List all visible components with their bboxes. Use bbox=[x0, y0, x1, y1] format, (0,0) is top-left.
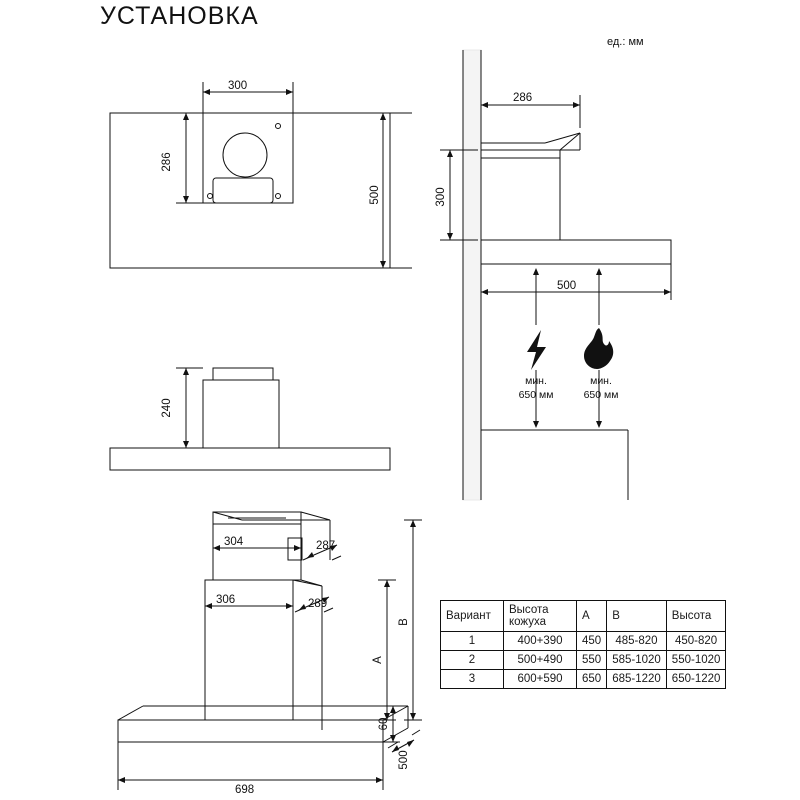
dim-top-500: 500 bbox=[369, 185, 381, 205]
header-housing-height bbox=[504, 601, 577, 632]
cell-a: 450 bbox=[577, 632, 607, 651]
electric-min-label-line1: мин. bbox=[525, 375, 547, 387]
dim-side-286: 286 bbox=[513, 92, 533, 104]
dim-assembly-b: B bbox=[398, 618, 410, 626]
table-header-row bbox=[441, 601, 726, 632]
dim-assembly-500: 500 bbox=[398, 750, 410, 770]
cell-b: 585-1020 bbox=[607, 651, 667, 670]
dim-top-300: 300 bbox=[228, 80, 248, 92]
dim-front-240: 240 bbox=[161, 398, 173, 418]
side-wall-view-group bbox=[440, 50, 671, 500]
front-section-view-group bbox=[110, 368, 390, 470]
header-housing-height-line1: Высота bbox=[509, 604, 549, 616]
header-height: Высота bbox=[666, 601, 726, 632]
cell-a: 550 bbox=[577, 651, 607, 670]
table-row bbox=[441, 651, 726, 670]
header-variant: Вариант bbox=[441, 601, 504, 632]
cell-height: 450-820 bbox=[666, 632, 726, 651]
cell-height: 550-1020 bbox=[666, 651, 726, 670]
electric-min-label-line2: 650 мм bbox=[518, 389, 554, 401]
header-b: B bbox=[607, 601, 667, 632]
dim-assembly-306: 306 bbox=[216, 594, 236, 606]
top-view-group bbox=[110, 82, 412, 268]
assembly-view-group bbox=[118, 512, 422, 790]
variants-table bbox=[440, 600, 726, 689]
dim-side-300: 300 bbox=[435, 187, 447, 207]
cell-housing-height: 400+390 bbox=[504, 632, 577, 651]
units-note: ед.: мм bbox=[607, 36, 644, 48]
dim-assembly-698: 698 bbox=[235, 784, 255, 796]
page-title: УСТАНОВКА bbox=[100, 2, 259, 30]
cell-housing-height: 600+590 bbox=[504, 670, 577, 689]
cell-housing-height: 500+490 bbox=[504, 651, 577, 670]
cell-b: 485-820 bbox=[607, 632, 667, 651]
table-row bbox=[441, 670, 726, 689]
dim-assembly-289: 289 bbox=[308, 598, 328, 610]
lightning-bolt-icon bbox=[527, 330, 546, 370]
dim-assembly-304: 304 bbox=[224, 536, 244, 548]
dim-assembly-60: 60 bbox=[378, 717, 390, 731]
dim-side-500: 500 bbox=[557, 280, 577, 292]
dim-assembly-287: 287 bbox=[316, 540, 336, 552]
cell-b: 685-1220 bbox=[607, 670, 667, 689]
table-row bbox=[441, 632, 726, 651]
header-a: A bbox=[577, 601, 607, 632]
cell-variant: 1 bbox=[441, 632, 504, 651]
gas-min-label-line1: мин. bbox=[590, 375, 612, 387]
cell-a: 650 bbox=[577, 670, 607, 689]
dim-assembly-a: A bbox=[372, 656, 384, 664]
header-housing-height-line2: кожуха bbox=[509, 616, 547, 628]
flame-icon bbox=[584, 328, 613, 369]
cell-height: 650-1220 bbox=[666, 670, 726, 689]
cell-variant: 2 bbox=[441, 651, 504, 670]
cell-variant: 3 bbox=[441, 670, 504, 689]
dim-top-286: 286 bbox=[161, 152, 173, 172]
gas-min-label-line2: 650 мм bbox=[583, 389, 619, 401]
